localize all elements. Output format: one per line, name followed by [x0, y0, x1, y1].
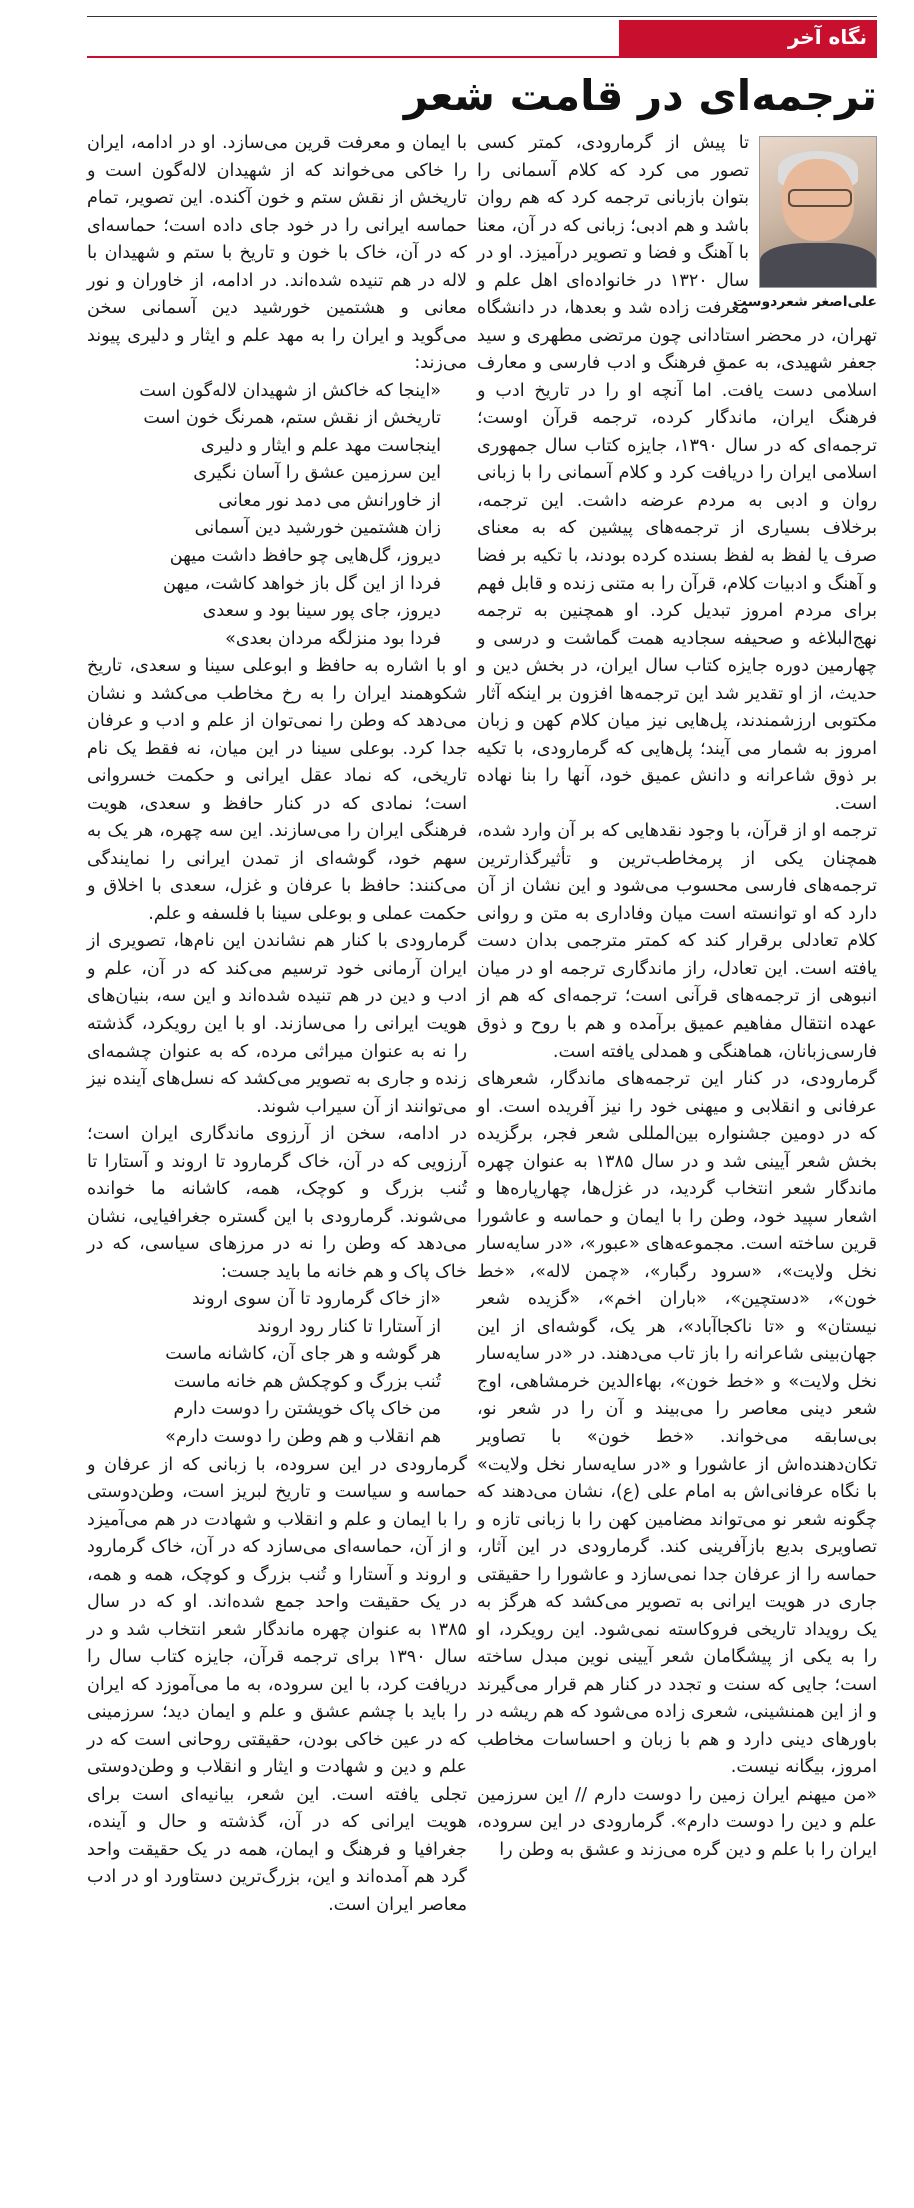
poem-line: «اینجا که خاکش از شهیدان لاله‌گون است [139, 380, 441, 401]
body-paragraph: گرمارودی، در کنار این ترجمه‌های ماندگار، شعرهای عرفانی و انقلابی و میهنی خود را نیز آفریده است. او که در دومین جشنواره بین‌المللی شعر فجر، برگزیده بخش شعر آیینی شد و در سال ۱۳۸۵ به عنوان چهره ماندگار شعر انتخاب گردید، در غزل‌ها، چهارپاره‌ها و اشعار سپید خود، وطن را با ایمان و حماسه و عاشورا قرین ساخته است. مجموعه‌های «عبور»، «در سایه‌سار نخل ولایت»، «سرود رگبار»، «چمن لاله»، «خط خون»، «دستچین»، «باران اخم»، «گزیده شعر نیستان» و «تا ناکجاآباد»، هر یک، گوشه‌ای از این جهان‌بینی شاعرانه را باز تاب می‌دهند. در «در سایه‌سار نخل ولایت» و «خط خون»، بهاءالدین خرمشاهی، اوج شعر دینی معاصر را می‌بیند و آن را در شعر نو، بی‌سابقه می‌خواند. «خط خون» با تصاویر تکان‌دهنده‌اش از عاشورا و «در سایه‌سار نخل ولایت» با نگاه عرفانی‌اش به امام علی (ع)، نشان می‌دهند که چگونه شعر نو می‌تواند مضامین کهن را با زبانی تازه و تصاویری بدیع بازآفرینی کند. گرمارودی در این آثار، حماسه را از عرفان جدا نمی‌سازد و عاشورا را حقیقتی جاری در هویت ایرانی به تصویر می‌کشد که هرگز به یک رویداد تاریخی فروکاسته نمی‌شود. این رویکرد، او را به یکی از پیشگامان شعر آیینی نوین مبدل ساخته است؛ جایی که سنت و تجدد در کنار هم قرار می‌گیرند و از این همنشینی، شعری زاده می‌شود که هم ریشه در باورهای دینی دارد و هم با زبان و احساسات مخاطب امروز، بیگانه نیست. [477, 1069, 877, 1778]
body-paragraph: گرمارودی با کنار هم نشاندن این نام‌ها، تصویری از ایران آرمانی خود ترسیم می‌کند که در آن، علم و ادب و دین در هم تنیده شده‌اند و این سه، بنیان‌های هویت ایرانی را می‌سازند. او با این رویکرد، گذشته را نه به عنوان میراثی مرده، که به عنوان چشمه‌ای زنده و جاری به تصویر می‌کشد که نسل‌های آینده نیز می‌توانند از آن سیراب شوند. [87, 931, 467, 1117]
body-paragraph: در ادامه، سخن از آرزوی ماندگاری ایران است؛ آرزویی که در آن، خاک گرمارود تا اروند و آستارا تا تُنب بزرگ و کوچک، همه، کاشانه ما خوانده می‌شوند. گرمارودی با این گستره جغرافیایی، نشان می‌دهد که وطن را نه در مرزهای سیاسی، که در خاک پاک و هم خانه ما باید جست: [87, 1124, 467, 1282]
poem-line: این سرزمین عشق را آسان نگیری [193, 463, 441, 484]
section-tag-box [619, 20, 877, 56]
left-column [87, 130, 467, 1920]
poem-line: از آستارا تا کنار رود اروند [257, 1316, 441, 1337]
body-paragraph: تا پیش از گرمارودی، کمتر کسی تصور می کرد که کلام آسمانی را بتوان بازبانی ترجمه کرد که هم روان باشد و هم ادبی؛ زبانی که در آن، معنا با آهنگ و فضا و تصویر درآمیزد. او در سال ۱۳۲۰ در خانواده‌ای اهل علم و معرفت زاده شد و بعدها، در دانشگاه تهران، در محضر استادانی چون مرتضی مطهری و سید جعفر شهیدی، به عمقِ فرهنگ و ادب فارسی و معارف اسلامی دست یافت. اما آنچه او را در تاریخ ادب و فرهنگ ایران، ماندگار کرده، ترجمه قرآن اوست؛ ترجمه‌ای که در سال ۱۳۹۰، جایزه کتاب سال جمهوری اسلامی ایران را دریافت کرد و کلام آسمانی را با زبانی روان و ادبی به مردم عرضه داشت. این ترجمه، برخلاف بسیاری از ترجمه‌های پیشین که به معنای صرف یا لفظ به لفظ بسنده کرده بودند، با تکیه بر فضا و آهنگ و ادبیات کلام، قرآن را به متنی زنده و قابل فهم برای مردم امروز تبدیل کرد. او همچنین به ترجمه نهج‌البلاغه و صحیفه سجادیه همت گماشت و درسی و چهارمین دوره جایزه کتاب سال ایران، در بخش دین و حدیث، از او تقدیر شد این ترجمه‌ها افزون بر اینکه آثار مکتوبی ارزشمندند، پل‌هایی نیز میان کلام کهن و زبان امروز به شمار می آیند؛ پل‌هایی که گرمارودی، با تکیه بر ذوق شاعرانه و دانش عمیق خود، آنها را بنا نهاده است. [477, 133, 877, 814]
poem-line: من خاک پاک خویشتن را دوست دارم [173, 1399, 441, 1420]
newspaper-page [87, 0, 877, 2208]
poem-line: فردا از این گل باز خواهد کاشت، میهن [162, 573, 441, 594]
poem-block [87, 1286, 467, 1451]
poem-line: تاریخش از نقش ستم، همرنگ خون است [143, 408, 441, 429]
section-header-bar [87, 20, 877, 58]
poem-line: هر گوشه و هر جای آن، کاشانه ماست [165, 1344, 441, 1365]
poem-block [87, 378, 467, 653]
poem-line: دیروز، گل‌هایی چو حافظ داشت میهن [169, 545, 441, 566]
poem-line: از خاورانش می دمد نور معانی [218, 490, 441, 511]
article-headline: ترجمه‌ای در قامت شعر [403, 71, 877, 120]
poem-line: فردا بود منزلگه مردان بعدی» [225, 628, 441, 649]
poem-line: اینجاست مهد علم و ایثار و دلیری [200, 435, 441, 456]
author-photo [759, 136, 877, 288]
body-paragraph: گرمارودی در این سروده، با زبانی که از عرفان و حماسه و سیاست و تاریخ لبریز است، وطن‌دوستی را با ایمان و علم و انقلاب و شهادت در هم می‌آمیزد و از آن، حماسه‌ای می‌سازد که در آن، خاک گرمارود و اروند و آستارا و تُنب بزرگ و کوچک، همه و همه، در یک حقیقت واحد جمع شده‌اند. او که در سال ۱۳۸۵ به عنوان چهره ماندگار شعر انتخاب شد و در سال ۱۳۹۰ برای ترجمه قرآن، جایزه کتاب سال را دریافت کرد، با این سروده، به ما می‌آموزد که ایران را باید با چشم عشق و علم و ایمان دید؛ سرزمینی که در عین خاکی بودن، حقیقتی روحانی است که در علم و دین و شهادت و ایثار و انقلاب و وطن‌دوستی تجلی یافته است. این شعر، بیانیه‌ای است برای هویت ایرانی که در آن، گذشته و حال و آینده، جغرافیا و فرهنگ و ایمان، همه در یک حقیقت واحد گرد هم آمده‌اند و این، بزرگ‌ترین دستاورد او در ادب معاصر ایران است. [87, 1454, 467, 1915]
right-column [477, 130, 877, 1864]
poem-line: زان هشتمین خورشید دین آسمانی [194, 518, 441, 539]
body-paragraph: «من میهنم ایران زمین را دوست دارم // این سرزمین علم و دین را دوست دارم». گرمارودی در این سروده، ایران را با علم و دین گره می‌زند و عشق به وطن را [477, 1784, 877, 1860]
body-paragraph: با ایمان و معرفت قرین می‌سازد. او در ادامه، ایران را خاکی می‌خواند که از شهیدان لاله‌گون است و تاریخش از نقش ستم و خون آکنده. این تصویر، تمام حماسه ایرانی را در خود جای داده است؛ حماسه‌ای که در آن، خاک با خون و تاریخ با ستم و شهیدان با لاله در هم تنیده شده‌اند. در ادامه، از خاوران و نور معانی و هشتمین خورشید دین آسمانی سخن می‌گوید و ایران را به مهد علم و ایثار و دلیری پیوند می‌زند: [87, 133, 467, 374]
author-photo-block [732, 136, 877, 314]
poem-line: «از خاک گرمارود تا آن سوی اروند [191, 1289, 441, 1310]
section-tag: نگاه آخر [787, 25, 867, 49]
body-paragraph: ترجمه او از قرآن، با وجود نقدهایی که بر آن وارد شده، همچنان یکی از پرمخاطب‌ترین و تأثیرگذارترین ترجمه‌های فارسی محسوب می‌شود و این نشان از آن دارد که او توانسته است میان وفاداری به متن و روانی کلام تعادلی برقرار کند که کمتر مترجمی بدان دست یافته است. این تعادل، راز ماندگاری ترجمه او در میان انبوهی از ترجمه‌های قرآنی است؛ ترجمه‌ای که هم از عهده انتقال مفاهیم عمیق برآمده و هم با روح و ذوق فارسی‌زبانان، هماهنگی و همدلی یافته است. [477, 821, 877, 1062]
body-paragraph: او با اشاره به حافظ و ابوعلی سینا و سعدی، تاریخ شکوهمند ایران را به رخ مخاطب می‌کشد و نشان می‌دهد که وطن را نمی‌توان از علم و ادب و عرفان جدا کرد. بوعلی سینا در این میان، نه فقط یک نام تاریخی، که نماد عقل ایرانی و حکمت خسروانی است؛ نمادی که در کنار حافظ و سعدی، هویت فرهنگی ایران را می‌سازند. این سه چهره، هر یک به سهم خود، گوشه‌ای از تمدن ایرانی را نمایندگی می‌کنند: حافظ با عرفان و غزل، سعدی با اخلاق و حکمت عملی و بوعلی سینا با فلسفه و علم. [87, 656, 467, 924]
poem-line: هم انقلاب و هم وطن را دوست دارم» [165, 1426, 441, 1447]
poem-line: تُنب بزرگ و کوچکش هم خانه ماست [173, 1371, 441, 1392]
top-rule [87, 16, 877, 17]
author-name: علی‌اصغر شعردوست [732, 294, 877, 310]
poem-line: دیروز، جای پور سینا بود و سعدی [202, 601, 441, 622]
